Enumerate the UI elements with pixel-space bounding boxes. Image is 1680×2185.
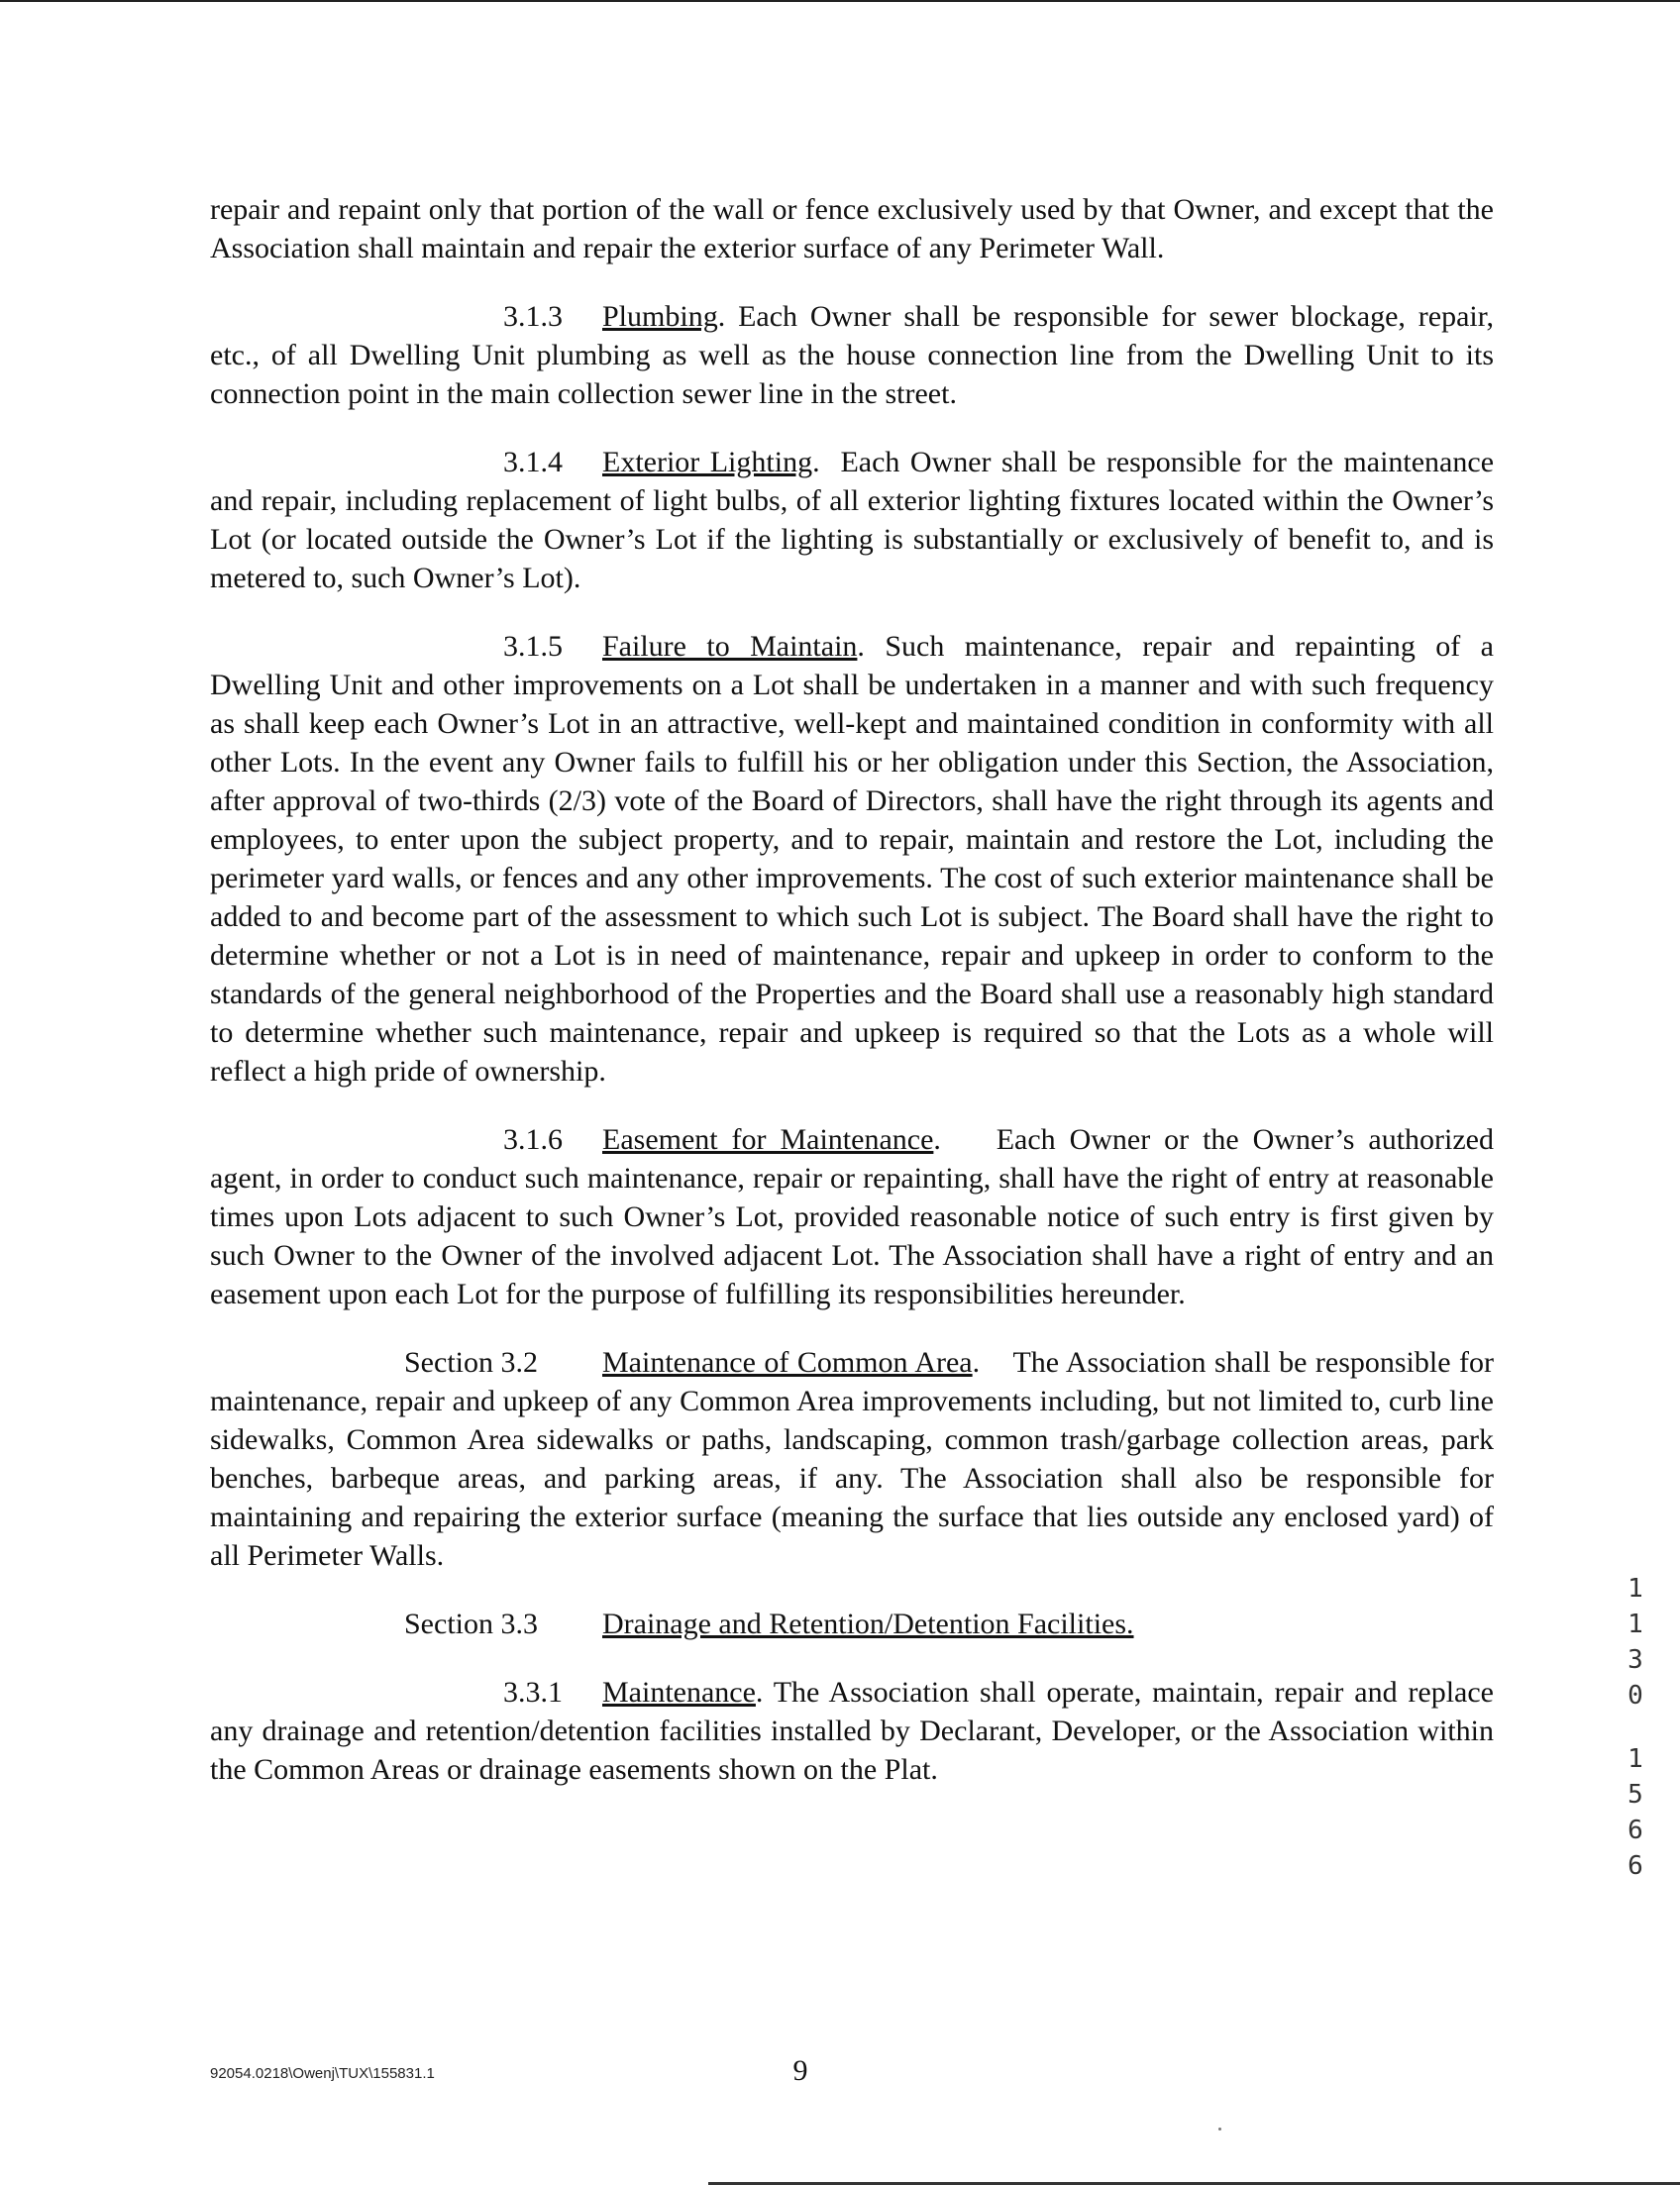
section-caption: Maintenance of Common Area [602, 1346, 973, 1379]
page-number: 9 [792, 2054, 808, 2087]
document-reference-code: 92054.0218\Owenj\TUX\155831.1 [210, 2065, 435, 2082]
paragraph-section-3-2-common-area: Section 3.2 Maintenance of Common Area. The Association shall be responsible for maintenance, repair and upkeep of any Common Area improvements including, but not limited to, curb line sidewalks, Common Area sidewalks or paths, landscaping, common trash/garbage collection areas, park benches, barbeque areas, and parking areas, if any. The Association shall also be responsible for maintaining and repairing the exterior surface (meaning the surface that lies outside any enclosed yard) of all Perimeter Walls. [210, 1343, 1494, 1575]
stamp-digit: 5 [1628, 1780, 1643, 1810]
paragraph-text: Each Owner shall be responsible for the maintenance and repair, including replacement of light bulbs, of all exterior lighting fixtures located within the Owner’s Lot (or located outside the Owner’s Lot if the lighting is substantially or exclusively of benefit to, and is metered to, such Owner’s Lot). [210, 446, 1495, 594]
section-number: 3.1.3 [503, 300, 563, 333]
paragraph-text: The Association shall be responsible for maintenance, repair and upkeep of any Common Area improvements including, but not limited to, curb line sidewalks, Common Area sidewalks or paths, landscaping, common trash/garbage collection areas, park benches, barbeque areas, and parking areas, if any. The Association shall also be responsible for maintaining and repairing the exterior surface (meaning the surface that lies outside any enclosed yard) of all Perimeter Walls. [210, 1346, 1494, 1572]
section-caption: Maintenance [602, 1676, 756, 1709]
stamp-digit: 1 [1628, 1574, 1643, 1604]
page-top-edge [0, 0, 1680, 2]
paragraph-3-1-5-failure-to-maintain: 3.1.5 Failure to Maintain. Such maintenance, repair and repainting of a Dwelling Unit and other improvements on a Lot shall be undertaken in a manner and with such frequency as shall keep each Owner’s Lot in an attractive, well-kept and maintained condition in conformity with all other Lots. In the event any Owner fails to fulfill his or her obligation under this Section, the Association, after approval of two-thirds (2/3) vote of the Board of Directors, shall have the right through its agents and employees, to enter upon the subject property, and to repair, maintain and restore the Lot, including the perimeter yard walls, or fences and any other improvements. The cost of such exterior maintenance shall be added to and become part of the assessment to which such Lot is subject. The Board shall have the right to determine whether or not a Lot is in need of maintenance, repair and upkeep in order to conform to the standards of the general neighborhood of the Properties and the Board shall use a reasonably high standard to determine whether such maintenance, repair and upkeep is required so that the Lots as a whole will reflect a high pride of ownership. [210, 627, 1494, 1091]
stamp-digit: 1 [1628, 1610, 1643, 1639]
section-number: 3.3.1 [503, 1676, 563, 1709]
paragraph-text: The Association shall operate, maintain, repair and replace any drainage and retention/detention facilities installed by Declarant, Developer, or the Association within the Common Areas or drainage easements shown on the Plat. [210, 1676, 1494, 1786]
stamp-digit: 0 [1628, 1681, 1643, 1711]
document-body [210, 190, 1494, 1789]
section-number: Section 3.3 [404, 1608, 538, 1640]
section-number: 3.1.5 [503, 630, 563, 663]
scan-speck [1218, 2128, 1221, 2131]
paragraph-continuation [210, 190, 1494, 267]
section-caption: Plumbing [602, 300, 718, 333]
stamp-digit: 1 [1628, 1744, 1643, 1774]
paragraph-text: repair and repaint only that portion of the wall or fence exclusively used by that Owner, and except that the Association shall maintain and repair the exterior surface of any Perimeter Wall. [210, 193, 1494, 264]
section-number: 3.1.4 [503, 446, 563, 478]
paragraph-text: Such maintenance, repair and repainting of a Dwelling Unit and other improvements on a Lot shall be undertaken in a manner and with such frequency as shall keep each Owner’s Lot in an attractive, well-kept and maintained condition in conformity with all other Lots. In the event any Owner fails to fulfill his or her obligation under this Section, the Association, after approval of two-thirds (2/3) vote of the Board of Directors, shall have the right through its agents and employees, to enter upon the subject property, and to repair, maintain and restore the Lot, including the perimeter yard walls, or fences and any other improvements. The cost of such exterior maintenance shall be added to and become part of the assessment to which such Lot is subject. The Board shall have the right to determine whether or not a Lot is in need of maintenance, repair and upkeep in order to conform to the standards of the general neighborhood of the Properties and the Board shall use a reasonably high standard to determine whether such maintenance, repair and upkeep is required so that the Lots as a whole will reflect a high pride of ownership. [210, 630, 1494, 1088]
paragraph-text: Each Owner or the Owner’s authorized agent, in order to conduct such maintenance, repair or repainting, shall have the right of entry at reasonable times upon Lots adjacent to such Owner’s Lot, provided reasonable notice of such entry is first given by such Owner to the Owner of the involved adjacent Lot. The Association shall have a right of entry and an easement upon each Lot for the purpose of fulfilling its responsibilities hereunder. [210, 1123, 1494, 1310]
stamp-digit: 6 [1628, 1816, 1643, 1845]
margin-recording-stamp [1621, 1571, 1650, 1912]
section-number: 3.1.6 [503, 1123, 563, 1156]
heading-section-3-3-drainage [210, 1605, 1494, 1643]
paragraph-3-3-1-maintenance: 3.3.1 Maintenance. The Association shall operate, maintain, repair and replace any drainage and retention/detention facilities installed by Declarant, Developer, or the Association within the Common Areas or drainage easements shown on the Plat. [210, 1673, 1494, 1789]
section-caption: Drainage and Retention/Detention Facilities. [602, 1608, 1134, 1640]
paragraph-3-1-3-plumbing: 3.1.3 Plumbing. Each Owner shall be responsible for sewer blockage, repair, etc., of all Dwelling Unit plumbing as well as the house connection line from the Dwelling Unit to its connection point in the main collection sewer line in the street. [210, 297, 1494, 413]
paragraph-3-1-6-easement-for-maintenance: 3.1.6 Easement for Maintenance. Each Owner or the Owner’s authorized agent, in order to conduct such maintenance, repair or repainting, shall have the right of entry at reasonable times upon Lots adjacent to such Owner’s Lot, provided reasonable notice of such entry is first given by such Owner to the Owner of the involved adjacent Lot. The Association shall have a right of entry and an easement upon each Lot for the purpose of fulfilling its responsibilities hereunder. [210, 1120, 1494, 1313]
section-caption: Failure to Maintain [602, 630, 858, 663]
paragraph-3-1-4-exterior-lighting: 3.1.4 Exterior Lighting. Each Owner shall be responsible for the maintenance and repair, including replacement of light bulbs, of all exterior lighting fixtures located within the Owner’s Lot (or located outside the Owner’s Lot if the lighting is substantially or exclusively of benefit to, and is metered to, such Owner’s Lot). [210, 443, 1494, 597]
section-caption: Exterior Lighting [602, 446, 813, 478]
section-caption: Easement for Maintenance [602, 1123, 934, 1156]
stamp-digit: 3 [1628, 1645, 1643, 1675]
section-number: Section 3.2 [404, 1346, 538, 1379]
paragraph-text: Each Owner shall be responsible for sewer blockage, repair, etc., of all Dwelling Unit plumbing as well as the house connection line from the Dwelling Unit to its connection point in the main collection sewer line in the street. [210, 300, 1495, 410]
stamp-digit: 6 [1628, 1851, 1643, 1881]
stamp-lower-digits [1621, 1741, 1650, 1884]
stamp-upper-digits [1621, 1571, 1650, 1714]
